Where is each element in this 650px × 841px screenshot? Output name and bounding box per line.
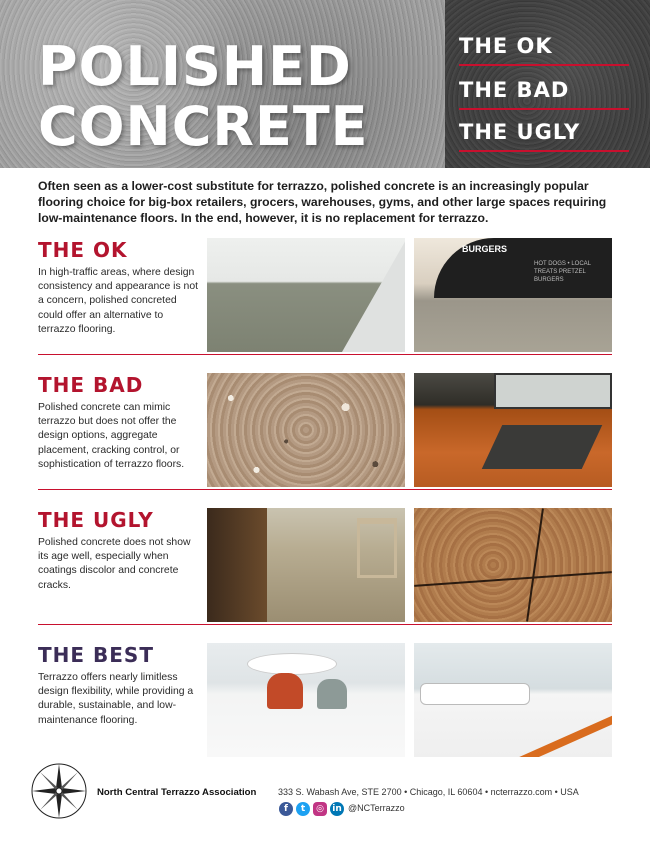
section-title: THE BAD bbox=[38, 373, 144, 397]
header-item-underline bbox=[459, 108, 629, 110]
section-title: THE OK bbox=[38, 238, 128, 262]
compass-rose-logo-icon bbox=[30, 762, 88, 820]
entrance-doors bbox=[494, 373, 612, 409]
photo-worn-floor-chairs bbox=[207, 508, 405, 622]
sign-text: BURGERS bbox=[462, 244, 508, 254]
org-name: North Central Terrazzo Association bbox=[97, 787, 257, 798]
intro-paragraph: Often seen as a lower-cost substitute for terrazzo, polished concrete is an increasingly popular flooring choice for big-box retailers, grocers, warehouses, gyms, and other large spaces requiring low-maintenance floors. In the end, however, it is no replacement for terrazzo. bbox=[38, 179, 607, 225]
instagram-icon[interactable]: ◎ bbox=[313, 802, 327, 816]
linkedin-icon[interactable]: in bbox=[330, 802, 344, 816]
header-item-ugly: THE UGLY bbox=[459, 120, 629, 144]
photo-terrazzo-cafe bbox=[207, 643, 405, 757]
section-bad bbox=[0, 373, 650, 489]
section-title: THE UGLY bbox=[38, 508, 154, 532]
photo-burgers-food-court bbox=[414, 238, 612, 352]
title-line-1: POLISHED bbox=[38, 35, 352, 98]
section-body: Polished concrete does not show its age well, especially when coatings discolor and concrete cracks. bbox=[38, 537, 191, 591]
footer bbox=[0, 762, 650, 841]
photo-aggregate-closeup bbox=[207, 373, 405, 487]
floor-mat bbox=[482, 425, 603, 469]
section-ugly bbox=[0, 508, 650, 624]
section-best bbox=[0, 643, 650, 759]
dark-texture-panel bbox=[445, 0, 650, 168]
header-item-bad: THE BAD bbox=[459, 78, 629, 102]
header-item-underline bbox=[459, 64, 629, 66]
header-item-underline bbox=[459, 150, 629, 152]
photo-entry-mat bbox=[414, 373, 612, 487]
header-item-ok: THE OK bbox=[459, 34, 629, 58]
section-divider bbox=[38, 624, 612, 625]
photo-cracked-concrete bbox=[414, 508, 612, 622]
concrete-texture-panel bbox=[0, 0, 445, 168]
photo-hallway-floor bbox=[207, 238, 405, 352]
section-body: Polished concrete can mimic terrazzo but does not offer the design options, aggregate placement, cracking control, or sophistication of terrazzo floors. bbox=[38, 402, 185, 470]
section-divider bbox=[38, 489, 612, 490]
section-divider bbox=[38, 354, 612, 355]
twitter-icon[interactable]: t bbox=[296, 802, 310, 816]
title-line-2: CONCRETE bbox=[38, 95, 369, 158]
section-body: In high-traffic areas, where design consistency and appearance is not a concern, polished concreted could offer an alternative to terrazzo flooring. bbox=[38, 267, 199, 335]
section-ok bbox=[0, 238, 650, 354]
facebook-icon[interactable]: f bbox=[279, 802, 293, 816]
org-address: 333 S. Wabash Ave, STE 2700 • Chicago, IL 60604 • ncterrazzo.com • USA bbox=[278, 787, 579, 797]
sign-small-text: HOT DOGS • LOCAL TREATS PRETZEL BURGERS bbox=[534, 261, 591, 283]
header-banner bbox=[0, 0, 650, 168]
section-title: THE BEST bbox=[38, 643, 154, 667]
social-handle[interactable]: @NCTerrazzo bbox=[348, 803, 405, 813]
section-body: Terrazzo offers nearly limitless design flexibility, while providing a durable, sustainable, and low-maintenance flooring. bbox=[38, 672, 194, 726]
photo-terrazzo-lobby bbox=[414, 643, 612, 757]
